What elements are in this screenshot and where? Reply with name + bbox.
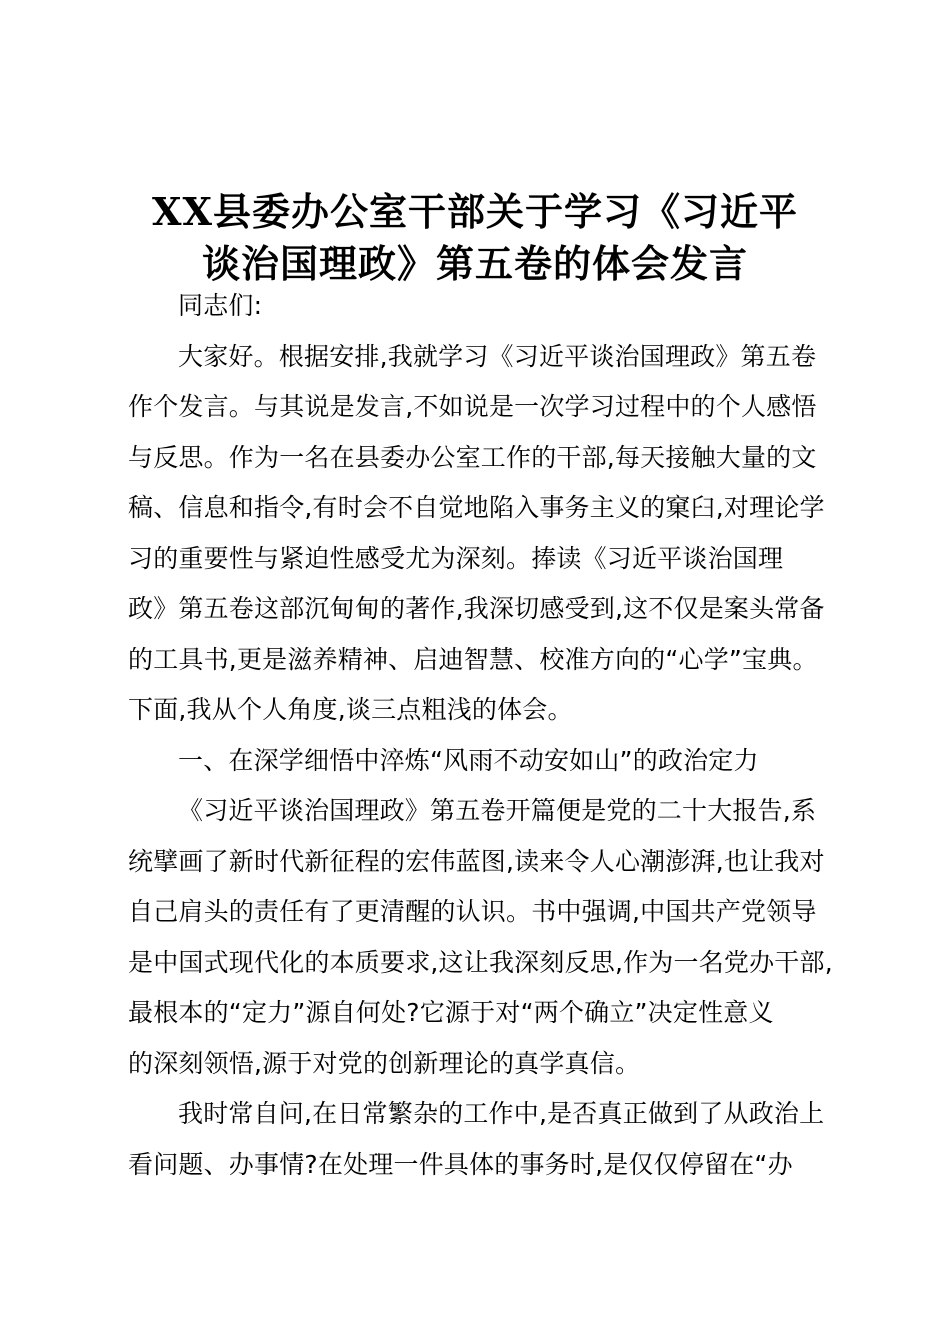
paragraph-1 [128,332,844,736]
paragraph-line: 作个发言。与其说是发言,不如说是一次学习过程中的个人感悟 [128,392,817,421]
paragraph-line: 下面,我从个人角度,谈三点粗浅的体会。 [128,695,573,724]
paragraph-line: 的工具书,更是滋养精神、启迪智慧、校准方向的“心学”宝典。 [128,644,818,674]
document-body [128,281,844,1190]
title-line-2: 谈治国理政》第五卷的体会发言 [201,241,748,286]
paragraph-line: 自己肩头的责任有了更清醒的认识。书中强调,中国共产党领导 [128,897,817,926]
paragraph-line: 的深刻领悟,源于对党的创新理论的真学真信。 [128,1048,641,1078]
title-line-1: XX县委办公室干部关于学习《习近平 [152,189,798,234]
paragraph-3 [128,1089,844,1190]
paragraph-line: 习的重要性与紧迫性感受尤为深刻。捧读《习近平谈治国理 [128,543,784,573]
salutation: 同志们: [178,291,263,320]
paragraph-line: 大家好。根据安排,我就学习《习近平谈治国理政》第五卷 [178,341,817,371]
paragraph-line: 与反思。作为一名在县委办公室工作的干部,每天接触大量的文 [128,442,817,472]
paragraph-line: 最根本的“定力”源自何处?它源于对“两个确立”决定性意义 [128,998,774,1027]
paragraph-2 [128,786,844,1089]
paragraph-line: 稿、信息和指令,有时会不自觉地陷入事务主义的窠臼,对理论学 [128,493,825,522]
document-title [100,186,850,290]
paragraph-line: 是中国式现代化的本质要求,这让我深刻反思,作为一名党办干部, [128,947,833,977]
paragraph-line: 统擘画了新时代新征程的宏伟蓝图,读来令人心潮澎湃,也让我对 [128,846,825,876]
paragraph-line: 看问题、办事情?在处理一件具体的事务时,是仅仅停留在“办 [128,1149,793,1179]
paragraph-line: 我时常自问,在日常繁杂的工作中,是否真正做到了从政治上 [178,1099,825,1128]
paragraph-line: 政》第五卷这部沉甸甸的著作,我深切感受到,这不仅是案头常备 [128,594,825,623]
section-heading-1: 一、在深学细悟中淬炼“风雨不动安如山”的政治定力 [178,745,759,775]
paragraph-line: 《习近平谈治国理政》第五卷开篇便是党的二十大报告,系 [178,796,817,825]
